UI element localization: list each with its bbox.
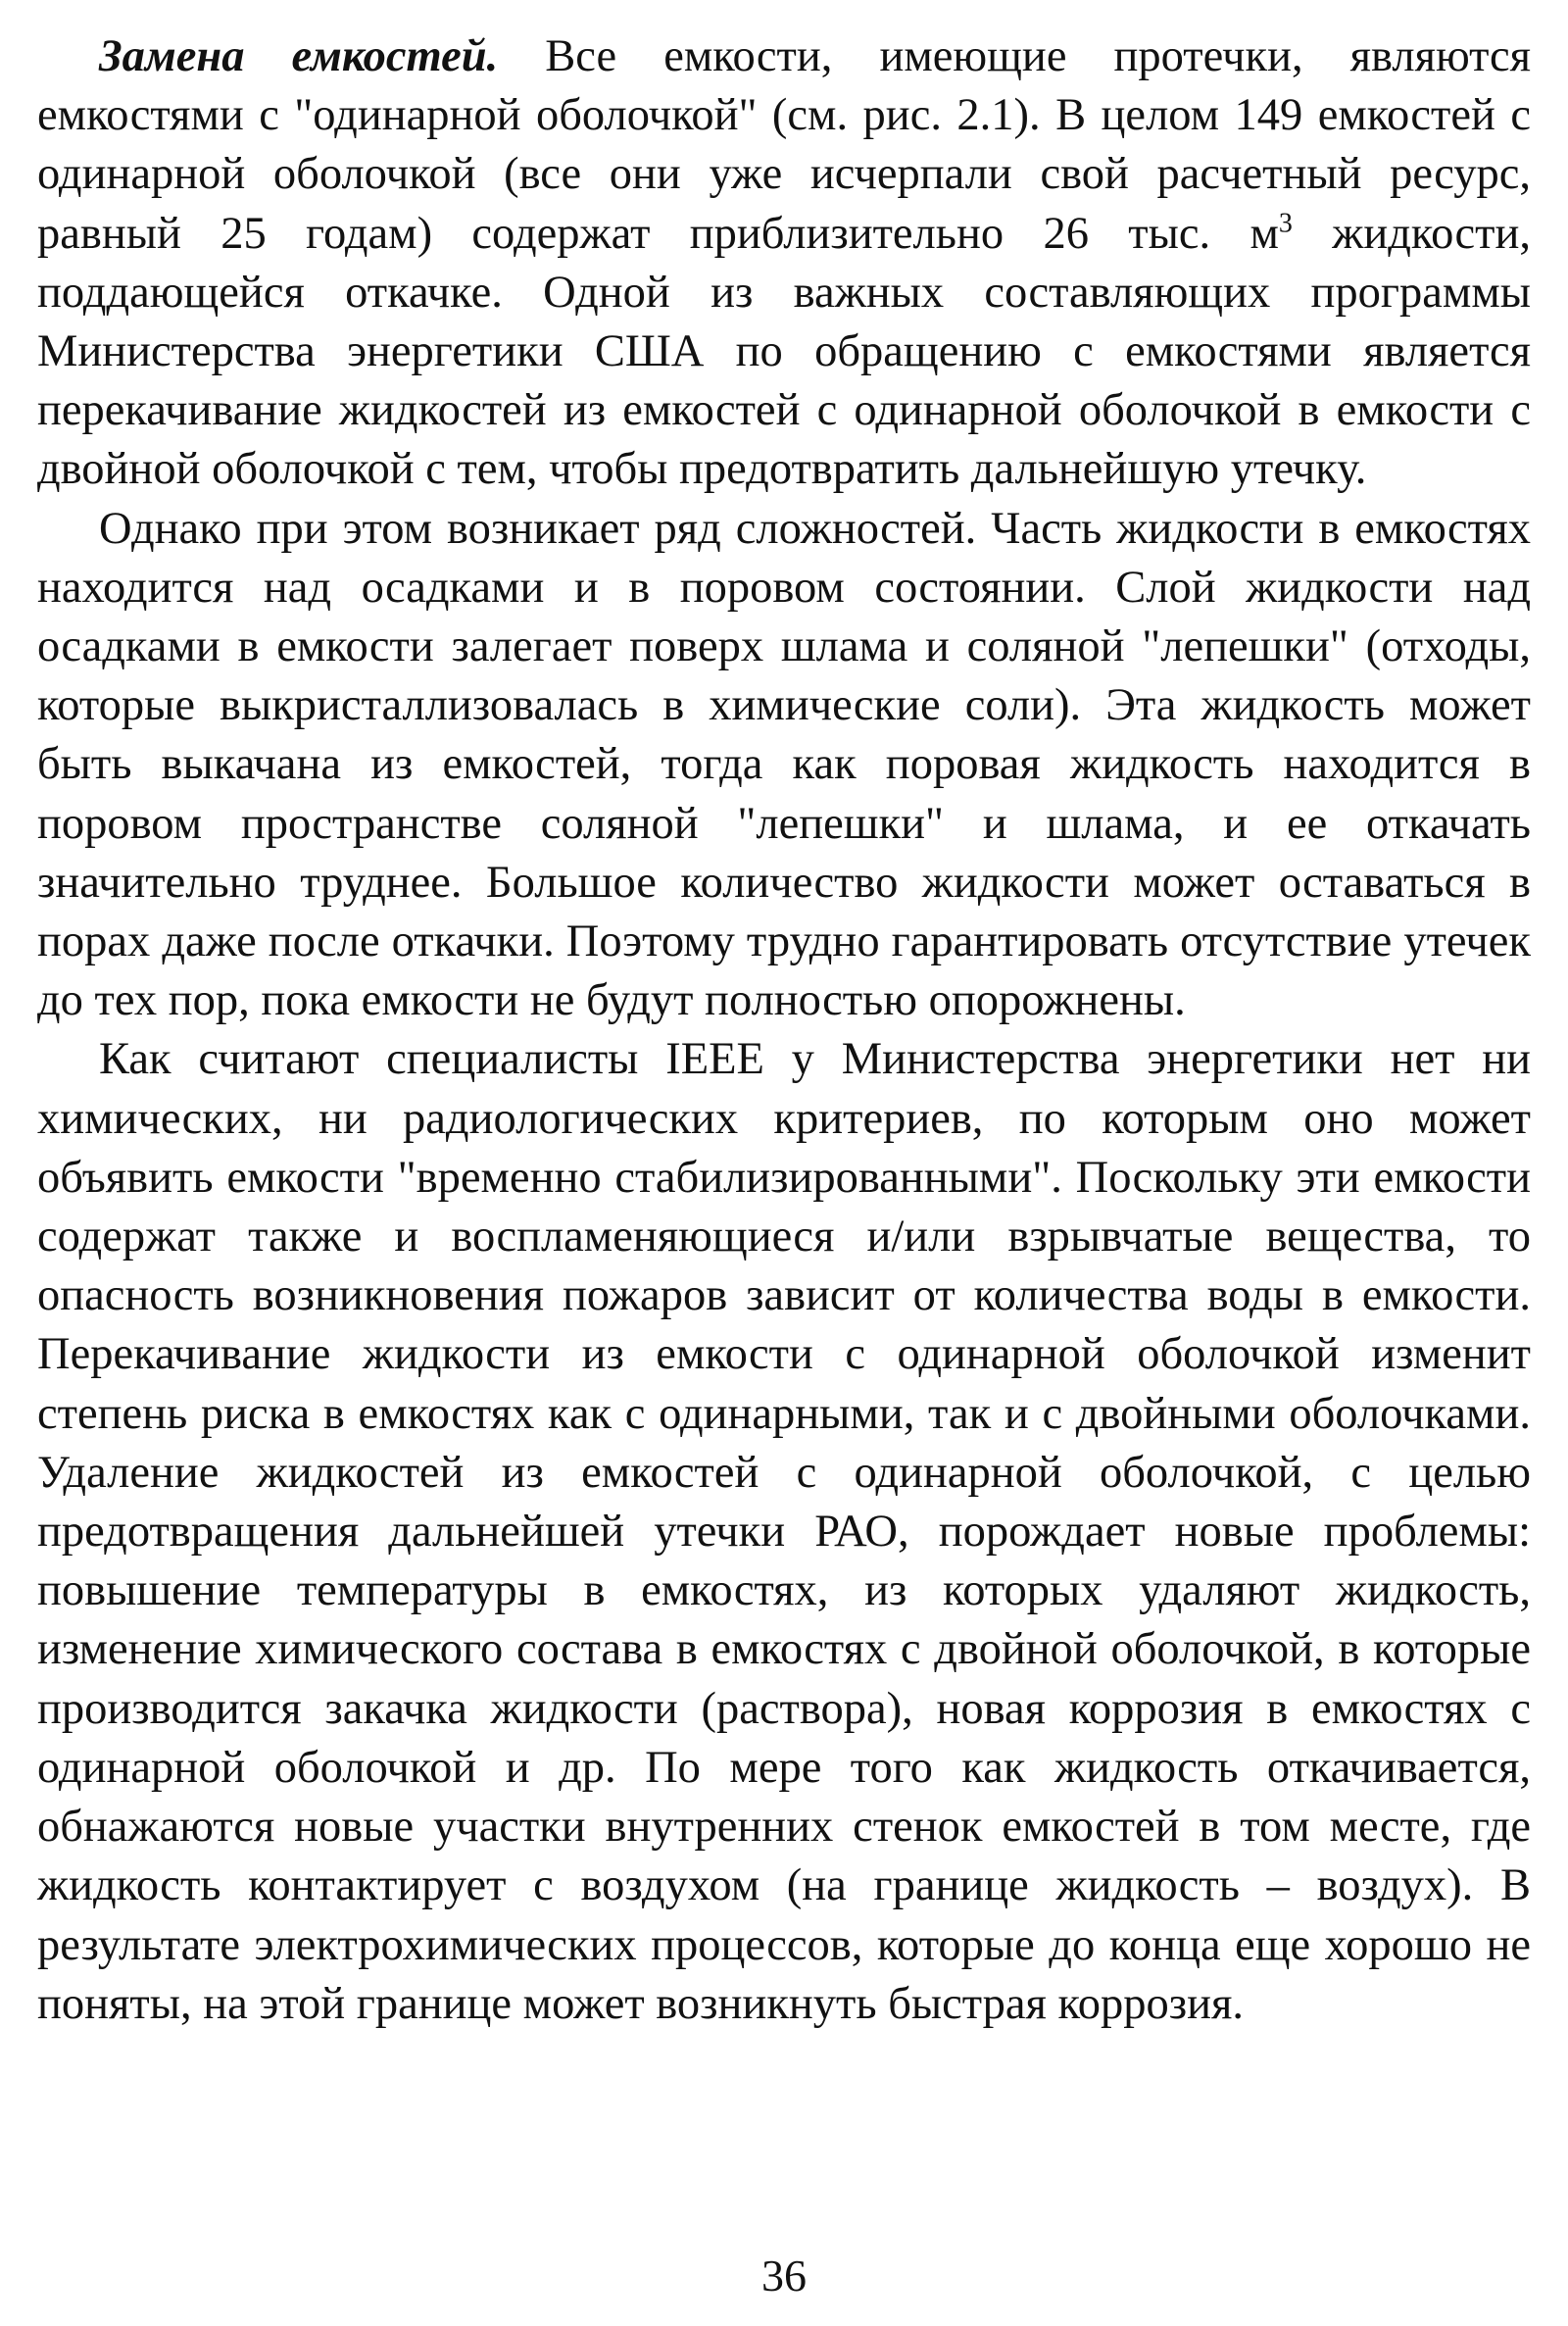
paragraph-difficulties: Однако при этом возникает ряд сложностей. Часть жидкости в емкостях находится над осадками и в поровом состоянии. Слой жидкости над осадками в емкости залегает поверх шлама и соляной "лепешки" (отходы, которые выкристаллизовалась в химические соли). Эта жидкость может быть выкачана из емкостей, тогда как поровая жидкость находится в поровом пространстве соляной "лепешки" и шлама, и ее откачать значительно труднее. Большое количество жидкости может оставаться в порах даже после откачки. Поэтому трудно гарантировать отсутствие утечек до тех пор, пока емкости не будут полностью опорожнены. <box>37 503 1531 1026</box>
paragraph-lead-heading: Замена емкостей. <box>99 31 499 81</box>
superscript-cubic: 3 <box>1278 208 1293 239</box>
page-number: 36 <box>761 2251 807 2301</box>
paragraph-text-part-1: Все емкости, имеющие протечки, являются емкостями с "одинарной оболочкой" (см. рис. 2.1). В целом 149 емкостей с одинарной оболочкой (все они уже исчерпали свой расчетный ресурс, равный 25 годам) содержат приблизительно 26 тыс. м <box>37 31 1531 259</box>
paragraph-tank-replacement <box>37 27 1531 500</box>
document-page <box>37 27 1531 2321</box>
paragraph-text-part-2: жидкости, поддающейся откачке. Одной из важных составляющих программы Министерства энергетики США по обращению с емкостями является перекачивание жидкостей из емкостей с одинарной оболочкой в емкости с двойной оболочкой с тем, чтобы предотвратить дальнейшую утечку. <box>37 208 1531 495</box>
paragraph-ieee-opinion: Как считают специалисты IEEE у Министерства энергетики нет ни химических, ни радиологических критериев, по которым оно может объявить емкости "временно стабилизированными". Поскольку эти емкости содержат также и воспламеняющиеся и/или взрывчатые вещества, то опасность возникновения пожаров зависит от количества воды в емкости. Перекачивание жидкости из емкости с одинарной оболочкой изменит степень риска в емкостях как с одинарными, так и с двойными оболочками. Удаление жидкостей из емкостей с одинарной оболочкой, с целью предотвращения дальнейшей утечки РАО, порождает новые проблемы: повышение температуры в емкостях, из которых удаляют жидкость, изменение химического состава в емкостях с двойной оболочкой, в которые производится закачка жидкости (раствора), новая коррозия в емкостях с одинарной оболочкой и др. По мере того как жидкость откачивается, обнажаются новые участки внутренних стенок емкостей в том месте, где жидкость контактирует с воздухом (на границе жидкость – воздух). В результате электрохимических процессов, которые до конца еще хорошо не поняты, на этой границе может возникнуть быстрая коррозия. <box>37 1034 1531 2029</box>
